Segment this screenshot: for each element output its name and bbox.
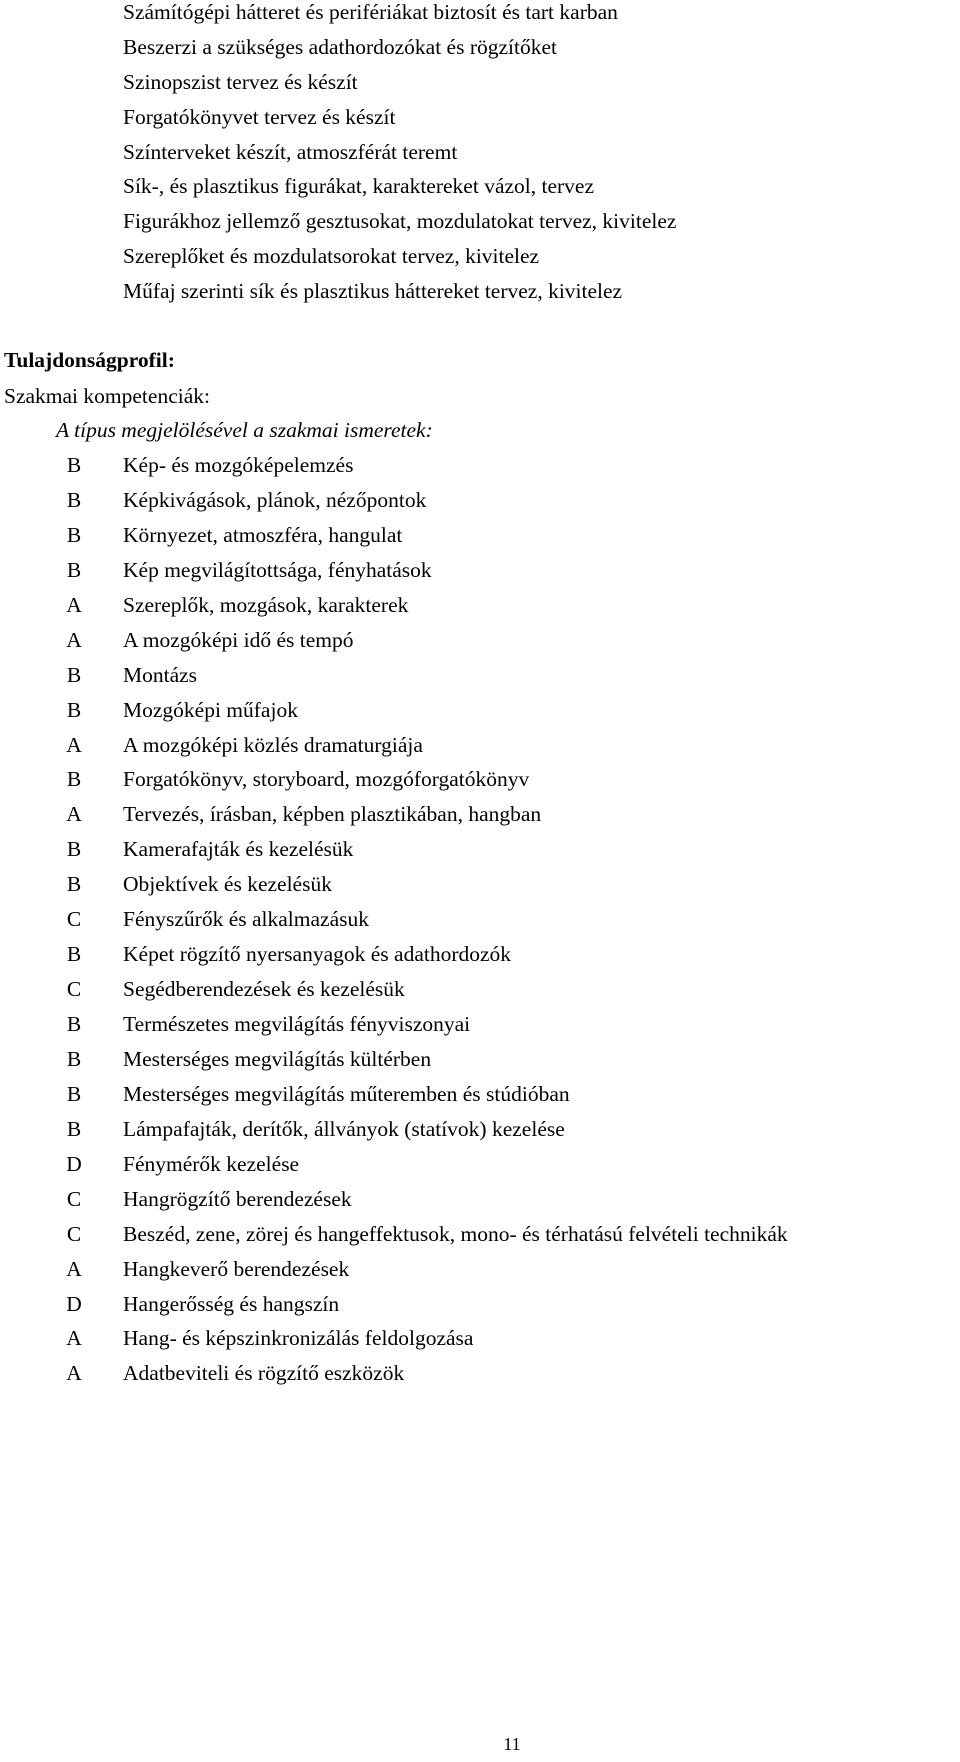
- task-item: Sík-, és plasztikus figurákat, karaktereket vázol, tervez: [123, 174, 595, 199]
- page-number: 11: [503, 1734, 521, 1754]
- knowledge-text: Lámpafajták, derítők, állványok (statívok) kezelése: [123, 1116, 565, 1141]
- knowledge-text: A mozgóképi közlés dramaturgiája: [123, 732, 423, 757]
- task-item: Szereplőket és mozdulatsorokat tervez, kivitelez: [123, 244, 540, 269]
- knowledge-text: Kép megvilágítottsága, fényhatások: [123, 557, 432, 582]
- knowledge-level: A: [66, 627, 82, 652]
- knowledge-level: B: [66, 767, 82, 792]
- knowledge-text: Adatbeviteli és rögzítő eszközök: [123, 1361, 405, 1386]
- knowledge-intro: A típus megjelölésével a szakmai ismeretek:: [56, 418, 433, 442]
- task-item: Beszerzi a szükséges adathordozókat és rögzítőket: [123, 34, 558, 59]
- knowledge-level: B: [66, 557, 82, 582]
- knowledge-text: Környezet, atmoszféra, hangulat: [123, 522, 403, 547]
- knowledge-text: Mozgóképi műfajok: [123, 697, 298, 722]
- knowledge-level: B: [66, 453, 82, 477]
- knowledge-text: Fénymérők kezelése: [123, 1151, 300, 1176]
- knowledge-level: B: [66, 942, 82, 967]
- knowledge-level: A: [66, 1256, 82, 1281]
- knowledge-level: C: [66, 907, 82, 932]
- knowledge-level: B: [66, 837, 82, 862]
- task-list: [123, 0, 676, 314]
- knowledge-text: Fényszűrők és alkalmazásuk: [123, 907, 369, 932]
- knowledge-level: B: [66, 1046, 82, 1071]
- knowledge-text: Hangrögzítő berendezések: [123, 1186, 352, 1211]
- knowledge-text: Objektívek és kezelésük: [123, 872, 332, 897]
- knowledge-level: A: [66, 1361, 82, 1386]
- knowledge-level: B: [66, 522, 82, 547]
- knowledge-level: B: [66, 872, 82, 897]
- knowledge-level: B: [66, 487, 82, 512]
- knowledge-text: Kamerafajták és kezelésük: [123, 837, 354, 862]
- task-item: Műfaj szerinti sík és plasztikus háttereket tervez, kivitelez: [123, 279, 623, 304]
- knowledge-text: Tervezés, írásban, képben plasztikában, hangban: [123, 802, 542, 827]
- knowledge-text: Beszéd, zene, zörej és hangeffektusok, mono- és térhatású felvételi technikák: [123, 1221, 788, 1246]
- knowledge-level: D: [66, 1291, 82, 1316]
- knowledge-text: Kép- és mozgóképelemzés: [123, 453, 354, 477]
- knowledge-level: B: [66, 697, 82, 722]
- task-item: Szinopszist tervez és készít: [123, 69, 358, 94]
- knowledge-level: B: [66, 1116, 82, 1141]
- knowledge-level: B: [66, 662, 82, 687]
- knowledge-level: A: [66, 802, 82, 827]
- knowledge-level: D: [66, 1151, 82, 1176]
- knowledge-level: A: [66, 732, 82, 757]
- task-item: Forgatókönyvet tervez és készít: [123, 104, 396, 129]
- knowledge-level: B: [66, 1081, 82, 1106]
- knowledge-text: Mesterséges megvilágítás műteremben és stúdióban: [123, 1081, 570, 1106]
- knowledge-text: Mesterséges megvilágítás kültérben: [123, 1046, 432, 1071]
- knowledge-text: Forgatókönyv, storyboard, mozgóforgatókönyv: [123, 767, 530, 792]
- knowledge-text: Képet rögzítő nyersanyagok és adathordozók: [123, 942, 512, 967]
- knowledge-text: Hangerősség és hangszín: [123, 1291, 340, 1316]
- knowledge-text: Szereplők, mozgások, karakterek: [123, 592, 409, 617]
- knowledge-level: B: [66, 1012, 82, 1036]
- knowledge-level: A: [66, 592, 82, 617]
- knowledge-level: C: [66, 1186, 82, 1211]
- knowledge-text: Képkivágások, plánok, nézőpontok: [123, 487, 427, 512]
- task-item: Színterveket készít, atmoszférát teremt: [123, 139, 458, 164]
- knowledge-level: A: [66, 1326, 82, 1351]
- knowledge-text: Hang- és képszinkronizálás feldolgozása: [123, 1326, 474, 1351]
- knowledge-text: Montázs: [123, 662, 198, 687]
- subsection-title: Szakmai kompetenciák:: [4, 384, 210, 408]
- knowledge-text: Hangkeverő berendezések: [123, 1256, 350, 1281]
- section-title: Tulajdonságprofil:: [4, 348, 175, 372]
- task-item: Figurákhoz jellemző gesztusokat, mozdulatokat tervez, kivitelez: [123, 209, 677, 234]
- knowledge-text: Segédberendezések és kezelésük: [123, 977, 405, 1002]
- knowledge-level: C: [66, 977, 82, 1002]
- knowledge-text: Természetes megvilágítás fényviszonyai: [123, 1012, 471, 1036]
- task-item: Számítógépi hátteret és perifériákat biztosít és tart karban: [123, 0, 618, 24]
- knowledge-level: C: [66, 1221, 82, 1246]
- knowledge-text: A mozgóképi idő és tempó: [123, 627, 354, 652]
